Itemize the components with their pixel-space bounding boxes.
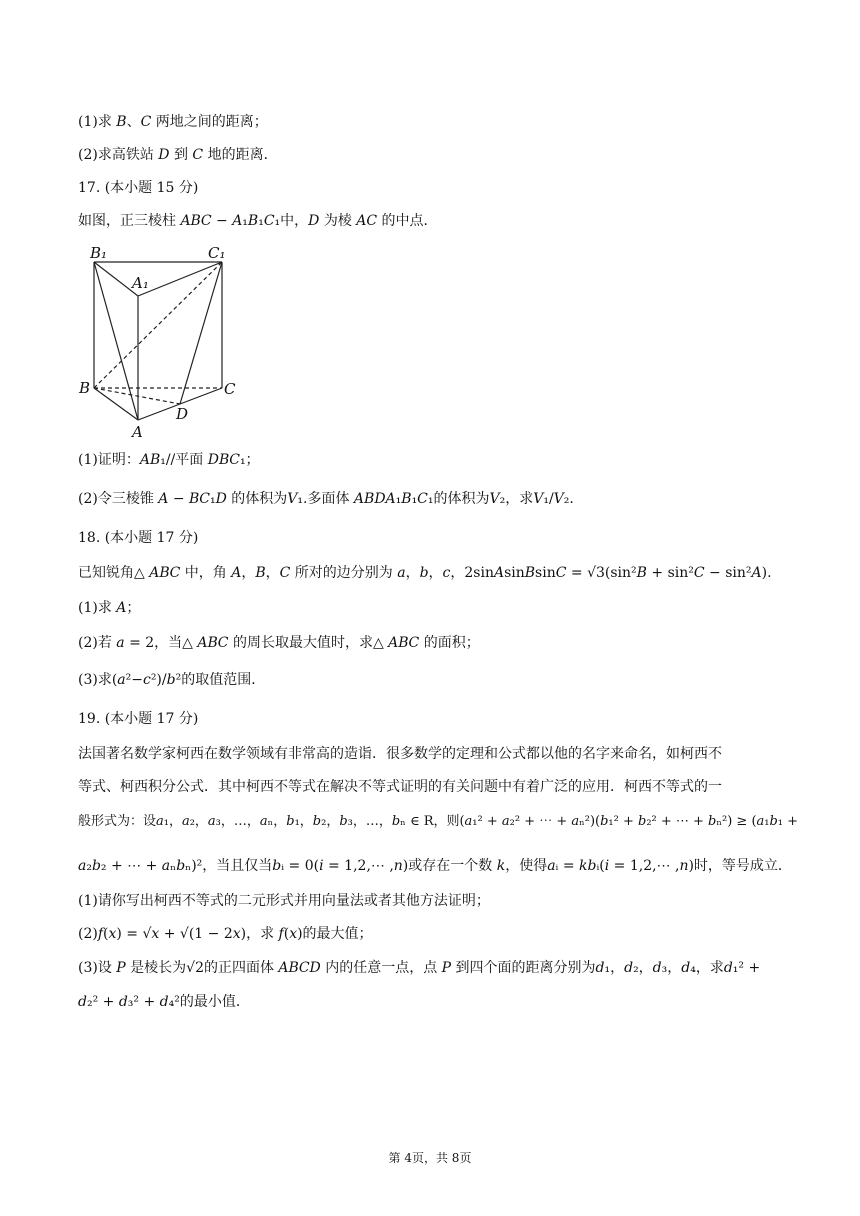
text-line: 般形式为：设𝑎₁，𝑎₂，𝑎₃，…，𝑎ₙ，𝑏₁，𝑏₂，𝑏₃，…，𝑏ₙ ∈ R，则(𝑎₁² + 𝑎₂² + ⋯ + 𝑎ₙ²)(𝑏₁² + 𝑏₂² + ⋯ + 𝑏ₙ²) ≥ (𝑎₁𝑏₁ + <box>78 814 799 829</box>
problem-18-heading: 18. (本小题 17 分) <box>78 530 199 546</box>
text-line: (1)求 𝐴； <box>78 600 141 616</box>
text-line: (2)求高铁站 𝐷 到 𝐶 地的距离． <box>78 147 278 163</box>
text-line: (2)若 𝑎 = 2，当△ 𝐴𝐵𝐶 的周长取最大值时，求△ 𝐴𝐵𝐶 的面积； <box>78 635 480 651</box>
edge-ab <box>94 388 138 420</box>
text-line: (1)证明：𝐴𝐵₁//平面 𝐷𝐵𝐶₁； <box>78 452 260 468</box>
label-a1: A₁ <box>132 274 149 292</box>
label-a: A <box>132 423 143 441</box>
text-line: 等式、柯西积分公式．其中柯西不等式在解决不等式证明的有关问题中有着广泛的应用．柯西不等式的一 <box>78 779 722 795</box>
label-c1: C₁ <box>208 244 226 262</box>
label-c: C <box>224 380 236 398</box>
problem-19-heading: 19. (本小题 17 分) <box>78 711 199 727</box>
label-b1: B₁ <box>90 244 108 262</box>
text-line: 𝑑₂² + 𝑑₃² + 𝑑₄²的最小值． <box>78 994 250 1010</box>
edge-bd <box>94 388 180 404</box>
edge-a1c1 <box>138 262 222 296</box>
prism-diagram <box>76 240 246 445</box>
text-line: 法国著名数学家柯西在数学领域有非常高的造诣．很多数学的定理和公式都以他的名字来命名，如柯西不 <box>78 746 722 762</box>
text-line: 如图，正三棱柱 𝐴𝐵𝐶 − 𝐴₁𝐵₁𝐶₁中，𝐷 为棱 𝐴𝐶 的中点． <box>78 213 438 229</box>
label-b: B <box>79 379 91 397</box>
problem-17-heading: 17. (本小题 15 分) <box>78 180 199 196</box>
page-footer: 第 4页，共 8页 <box>388 1151 472 1165</box>
text-line: (3)求(𝑎²−𝑐²)/𝑏²的取值范围． <box>78 672 266 688</box>
prism-figure <box>76 240 246 445</box>
text-line: (1)请你写出柯西不等式的二元形式并用向量法或者其他方法证明； <box>78 893 490 909</box>
label-d: D <box>176 405 189 423</box>
text-line: (3)设 𝑃 是棱长为√2的正四面体 𝐴𝐵𝐶𝐷 内的任意一点，点 𝑃 到四个面的距离分别为𝑑₁，𝑑₂，𝑑₃，𝑑₄，求𝑑₁² + <box>78 960 761 976</box>
text-line: 已知锐角△ 𝐴𝐵𝐶 中，角 𝐴，𝐵，𝐶 所对的边分别为 𝑎，𝑏，𝑐，2sin𝐴sin𝐵sin𝐶 = √3(sin²𝐵 + sin²𝐶 − sin²𝐴). <box>78 565 772 581</box>
text-line: (1)求 𝐵、𝐶 两地之间的距离； <box>78 114 268 130</box>
text-line: (2)令三棱锥 𝐴 − 𝐵𝐶₁𝐷 的体积为𝑉₁.多面体 𝐴𝐵𝐷𝐴₁𝐵₁𝐶₁的体积为𝑉₂，求𝑉₁/𝑉₂. <box>78 491 574 507</box>
text-line: (2)𝑓(𝑥) = √𝑥 + √(1 − 2𝑥)，求 𝑓(𝑥)的最大值； <box>78 926 373 942</box>
text-line: 𝑎₂𝑏₂ + ⋯ + 𝑎ₙ𝑏ₙ)²，当且仅当𝑏ᵢ = 0(𝑖 = 1,2,⋯ ,𝑛)或存在一个数 𝑘，使得𝑎ᵢ = 𝑘𝑏ᵢ(𝑖 = 1,2,⋯ ,𝑛)时，等号成立． <box>78 858 792 874</box>
